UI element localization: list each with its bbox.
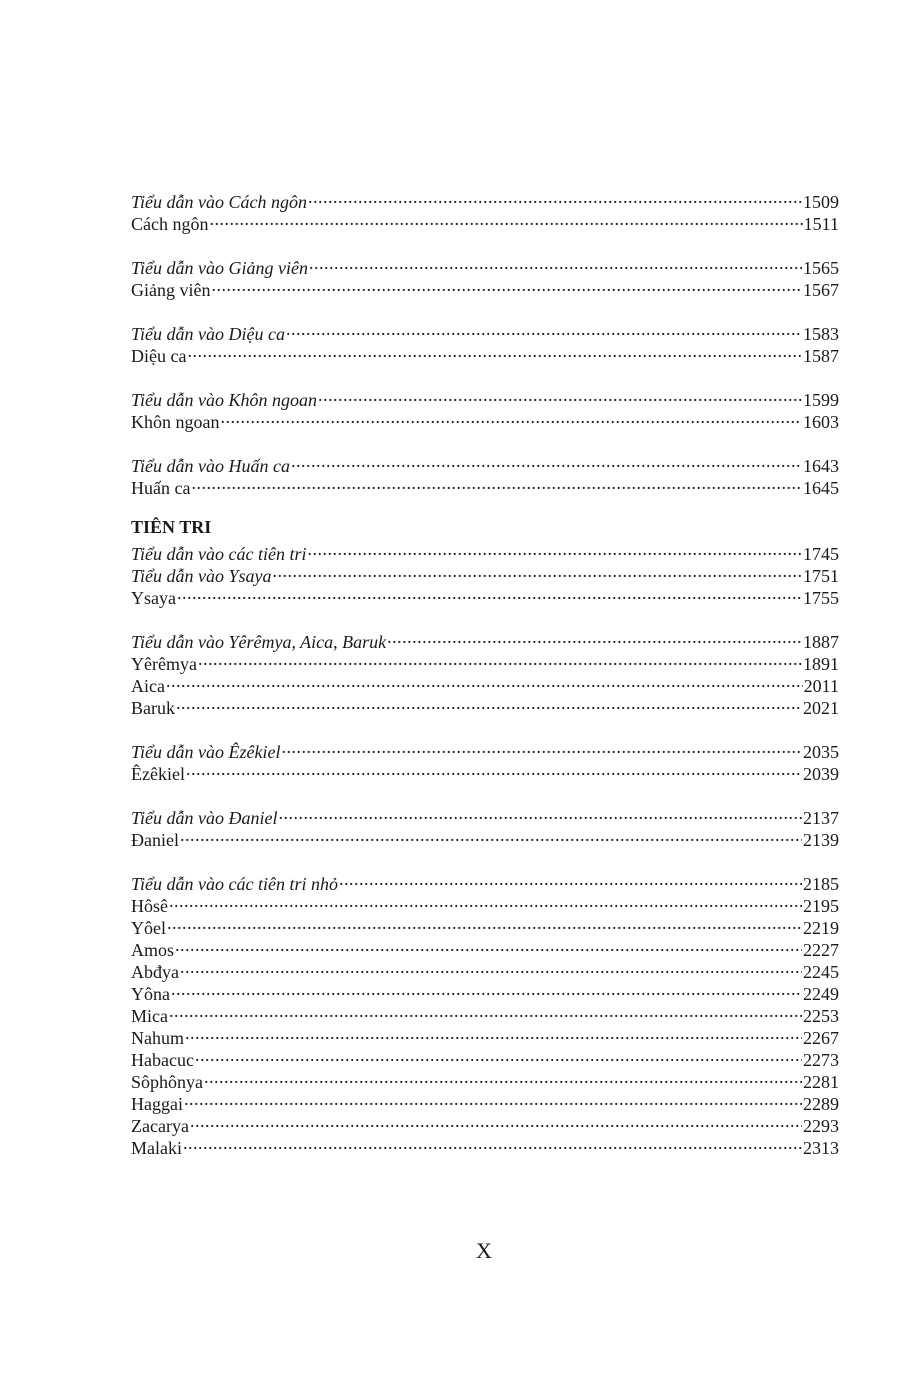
dot-leader [167, 912, 802, 934]
toc-entry-title: Tiểu dẫn vào Đaniel [131, 808, 278, 828]
toc-group [131, 868, 839, 1158]
toc-entry-title: Tiểu dẫn vào các tiên tri nhỏ [131, 874, 338, 894]
toc-entry-title: Yêrêmya [131, 654, 197, 674]
toc-entry [131, 890, 839, 916]
toc-entry-title: Cách ngôn [131, 214, 209, 234]
toc-entry [131, 736, 839, 762]
dot-leader [198, 648, 802, 670]
toc-entry-page-number: 2039 [803, 764, 839, 784]
toc-entry-title: Zacarya [131, 1116, 189, 1136]
toc-entry-title: Huấn ca [131, 478, 191, 498]
toc-entry [131, 318, 839, 344]
dot-leader [171, 978, 802, 1000]
toc-entry-title: Yôna [131, 984, 170, 1004]
toc-group [131, 626, 839, 718]
toc-entry-title: Malaki [131, 1138, 182, 1158]
dot-leader [309, 252, 802, 274]
toc-entry-title: Diệu ca [131, 346, 187, 366]
toc-entry [131, 208, 839, 234]
toc-group [131, 516, 839, 608]
toc-entry [131, 538, 839, 564]
toc-entry [131, 1066, 839, 1092]
toc-group [131, 252, 839, 300]
dot-leader [195, 1044, 802, 1066]
toc-entry [131, 670, 839, 696]
dot-leader [318, 384, 802, 406]
toc-entry-title: Aica [131, 676, 165, 696]
toc-entry-title: Mica [131, 1006, 168, 1026]
toc-group [131, 186, 839, 234]
toc-entry-title: Sôphônya [131, 1072, 203, 1092]
toc-entry-page-number: 1565 [803, 258, 839, 278]
toc-entry-page-number: 2313 [803, 1138, 839, 1158]
toc-entry-page-number: 2267 [803, 1028, 839, 1048]
toc-entry-page-number: 2281 [803, 1072, 839, 1092]
toc-entry-page-number: 2249 [803, 984, 839, 1004]
toc-entry [131, 406, 839, 432]
toc-entry [131, 274, 839, 300]
toc-entry-page-number: 2219 [803, 918, 839, 938]
toc-entry-title: Yôel [131, 918, 166, 938]
dot-leader [209, 208, 802, 230]
toc-entry [131, 868, 839, 894]
toc-group [131, 318, 839, 366]
toc-entry-page-number: 1755 [803, 588, 839, 608]
toc-entry-title: Khôn ngoan [131, 412, 220, 432]
toc-entry-page-number: 1511 [803, 214, 839, 234]
toc-entry-page-number: 2185 [803, 874, 839, 894]
dot-leader [308, 186, 802, 208]
toc-entry [131, 1000, 839, 1026]
dot-leader [180, 956, 802, 978]
toc-group [131, 736, 839, 784]
toc-entry-page-number: 1751 [803, 566, 839, 586]
dot-leader [176, 692, 802, 714]
toc-entry-page-number: 2227 [803, 940, 839, 960]
dot-leader [204, 1066, 802, 1088]
toc-entry-page-number: 1643 [803, 456, 839, 476]
toc-entry [131, 802, 839, 828]
dot-leader [281, 736, 802, 758]
toc-entry-title: Amos [131, 940, 175, 960]
toc-entry [131, 1044, 839, 1070]
toc-entry [131, 1110, 839, 1136]
toc-entry-title: Tiểu dẫn vào Yêrêmya, Aica, Baruk [131, 632, 387, 652]
toc-entry [131, 692, 839, 718]
toc-entry [131, 956, 839, 982]
dot-leader [169, 890, 802, 912]
toc-entry-title: Haggai [131, 1094, 183, 1114]
toc-entry-page-number: 1891 [803, 654, 839, 674]
dot-leader [211, 274, 802, 296]
dot-leader [387, 626, 802, 648]
toc-entry [131, 472, 839, 498]
dot-leader [186, 758, 802, 780]
toc-entry-page-number: 2293 [803, 1116, 839, 1136]
toc-entry-page-number: 1745 [803, 544, 839, 564]
dot-leader [185, 1022, 802, 1044]
toc-entry-page-number: 2035 [803, 742, 839, 762]
toc-entry [131, 824, 839, 850]
toc-entry-page-number: 1509 [803, 192, 839, 212]
toc-entry-page-number: 2273 [803, 1050, 839, 1070]
dot-leader [279, 802, 803, 824]
toc-entry [131, 912, 839, 938]
toc-entry-title: Habacuc [131, 1050, 194, 1070]
toc-entry-title: Baruk [131, 698, 175, 718]
toc-entry-title: Giảng viên [131, 280, 211, 300]
toc-entry [131, 582, 839, 608]
toc-entry-title: Tiểu dẫn vào Êzêkiel [131, 742, 281, 762]
toc-entry-page-number: 2011 [803, 676, 839, 696]
toc-entry [131, 186, 839, 212]
toc-group [131, 384, 839, 432]
toc-entry-title: Tiểu dẫn vào Ysaya [131, 566, 272, 586]
toc-entry-page-number: 1599 [803, 390, 839, 410]
toc-entry-page-number: 2139 [803, 830, 839, 850]
toc-entry-page-number: 2021 [803, 698, 839, 718]
toc-entry [131, 450, 839, 476]
page-folio-label: X [476, 1238, 492, 1263]
toc-entry [131, 252, 839, 278]
toc-entry-page-number: 1587 [803, 346, 839, 366]
toc-entry [131, 978, 839, 1004]
toc-entry-page-number: 1583 [803, 324, 839, 344]
dot-leader [307, 538, 802, 560]
table-of-contents [131, 186, 839, 1176]
toc-entry-page-number: 2289 [803, 1094, 839, 1114]
dot-leader [221, 406, 803, 428]
toc-entry-page-number: 2253 [803, 1006, 839, 1026]
toc-entry-title: Nahum [131, 1028, 184, 1048]
toc-entry-page-number: 1603 [803, 412, 839, 432]
toc-group [131, 450, 839, 498]
dot-leader [291, 450, 802, 472]
dot-leader [180, 824, 802, 846]
dot-leader [177, 582, 802, 604]
toc-entry-page-number: 1567 [803, 280, 839, 300]
toc-entry-title: Tiểu dẫn vào Giảng viên [131, 258, 308, 278]
dot-leader [187, 340, 802, 362]
toc-entry-title: Tiểu dẫn vào Huấn ca [131, 456, 290, 476]
toc-entry [131, 648, 839, 674]
toc-entry [131, 384, 839, 410]
toc-group [131, 802, 839, 850]
toc-entry-title: Hôsê [131, 896, 168, 916]
section-heading: TIÊN TRI [131, 517, 212, 537]
dot-leader [273, 560, 802, 582]
toc-entry-title: Tiểu dẫn vào các tiên tri [131, 544, 307, 564]
toc-entry-title: Êzêkiel [131, 764, 185, 784]
toc-entry-page-number: 2195 [803, 896, 839, 916]
toc-entry-title: Ysaya [131, 588, 176, 608]
dot-leader [166, 670, 803, 692]
toc-entry-page-number: 1645 [803, 478, 839, 498]
toc-entry-title: Đaniel [131, 830, 179, 850]
toc-entry [131, 340, 839, 366]
toc-entry [131, 1022, 839, 1048]
toc-entry [131, 934, 839, 960]
toc-entry [131, 758, 839, 784]
toc-entry-title: Tiểu dẫn vào Diệu ca [131, 324, 285, 344]
page-folio [0, 1238, 924, 1264]
dot-leader [190, 1110, 802, 1132]
toc-entry [131, 1088, 839, 1114]
toc-entry-page-number: 2137 [803, 808, 839, 828]
toc-entry-title: Abđya [131, 962, 179, 982]
dot-leader [175, 934, 802, 956]
toc-entry-page-number: 2245 [803, 962, 839, 982]
dot-leader [191, 472, 802, 494]
dot-leader [339, 868, 802, 890]
toc-entry [131, 1132, 839, 1158]
dot-leader [286, 318, 802, 340]
toc-entry-title: Tiểu dẫn vào Khôn ngoan [131, 390, 318, 410]
toc-entry [131, 626, 839, 652]
dot-leader [169, 1000, 802, 1022]
toc-entry-page-number: 1887 [803, 632, 839, 652]
dot-leader [183, 1132, 802, 1154]
dot-leader [184, 1088, 802, 1110]
toc-entry-title: Tiểu dẫn vào Cách ngôn [131, 192, 307, 212]
